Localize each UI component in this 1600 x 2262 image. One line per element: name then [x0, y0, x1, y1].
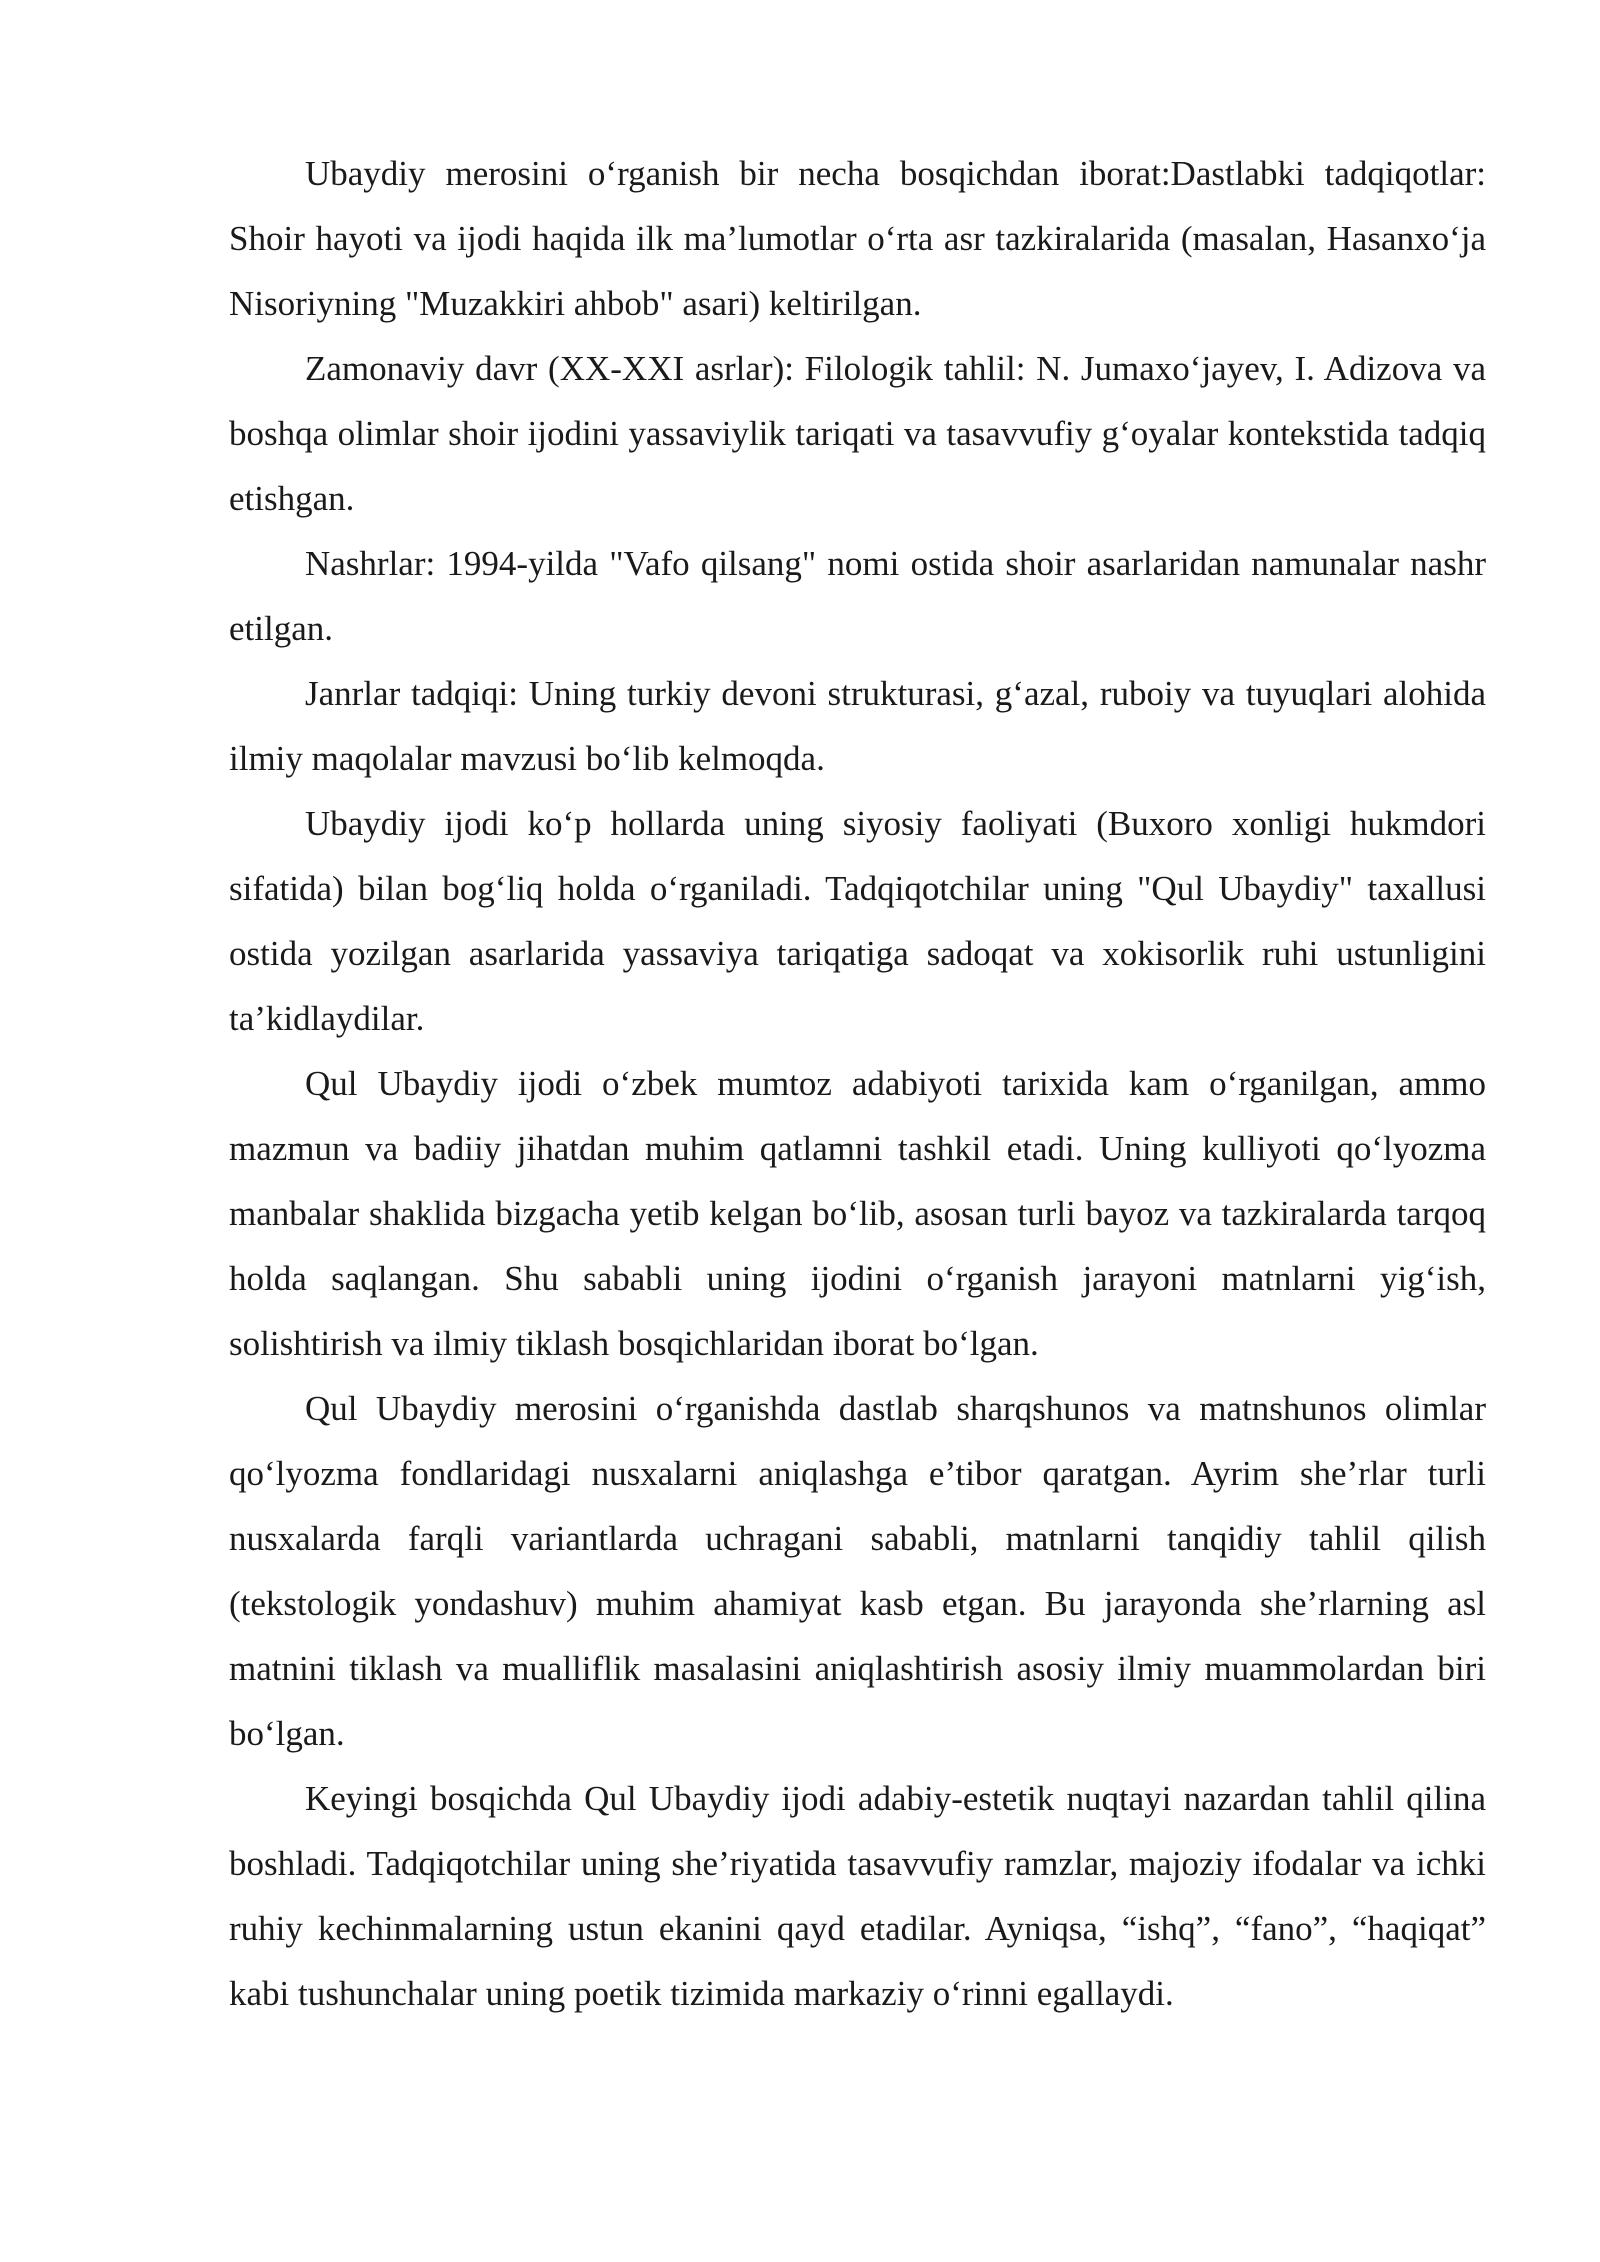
paragraph-7: Qul Ubaydiy merosini o‘rganishda dastlab sharqshunos va matnshunos olimlar qo‘lyozma fondlaridagi nusxalarni aniqlashga e’tibor qaratgan. Ayrim she’rlar turli nusxalarda farqli variantlarda uchragani sababli, matnlarni tanqidiy tahlil qilish (tekstologik yondashuv) muhim ahamiyat kasb etgan. Bu jarayonda she’rlarning asl matnini tiklash va mualliflik masalasini aniqlashtirish asosiy ilmiy muammolardan biri bo‘lgan. [229, 1389, 1486, 1753]
paragraph-4: Janrlar tadqiqi: Uning turkiy devoni strukturasi, g‘azal, ruboiy va tuyuqlari alohida ilmiy maqolalar mavzusi bo‘lib kelmoqda. [229, 674, 1486, 778]
paragraph-5: Ubaydiy ijodi ko‘p hollarda uning siyosiy faoliyati (Buxoro xonligi hukmdori sifatida) bilan bog‘liq holda o‘rganiladi. Tadqiqotchilar uning "Qul Ubaydiy" taxallusi ostida yozilgan asarlarida yassaviya tariqatiga sadoqat va xokisorlik ruhi ustunligini ta’kidlaydilar. [229, 804, 1486, 1038]
paragraph-3: Nashrlar: 1994-yilda "Vafo qilsang" nomi ostida shoir asarlaridan namunalar nashr etilgan. [229, 544, 1486, 648]
paragraph-8: Keyingi bosqichda Qul Ubaydiy ijodi adabiy-estetik nuqtayi nazardan tahlil qilina boshladi. Tadqiqotchilar uning she’riyatida tasavvufiy ramzlar, majoziy ifodalar va ichki ruhiy kechinmalarning ustun ekanini qayd etadilar. Ayniqsa, “ishq”, “fano”, “haqiqat” kabi tushunchalar uning poetik tizimida markaziy o‘rinni egallaydi. [229, 1779, 1486, 2013]
paragraph-1: Ubaydiy merosini o‘rganish bir necha bosqichdan iborat:Dastlabki tadqiqotlar: Shoir hayoti va ijodi haqida ilk ma’lumotlar o‘rta asr tazkiralarida (masalan, Hasanxo‘ja Nisoriyning "Muzakkiri ahbob" asari) keltirilgan. [229, 154, 1486, 323]
paragraph-2: Zamonaviy davr (XX-XXI asrlar): Filologik tahlil: N. Jumaxo‘jayev, I. Adizova va boshqa olimlar shoir ijodini yassaviylik tariqati va tasavvufiy g‘oyalar kontekstida tadqiq etishgan. [229, 349, 1486, 518]
paragraph-6: Qul Ubaydiy ijodi o‘zbek mumtoz adabiyoti tarixida kam o‘rganilgan, ammo mazmun va badiiy jihatdan muhim qatlamni tashkil etadi. Uning kulliyoti qo‘lyozma manbalar shaklida bizgacha yetib kelgan bo‘lib, asosan turli bayoz va tazkiralarda tarqoq holda saqlangan. Shu sababli uning ijodini o‘rganish jarayoni matnlarni yig‘ish, solishtirish va ilmiy tiklash bosqichlaridan iborat bo‘lgan. [229, 1064, 1486, 1363]
document-body [229, 141, 1486, 2026]
